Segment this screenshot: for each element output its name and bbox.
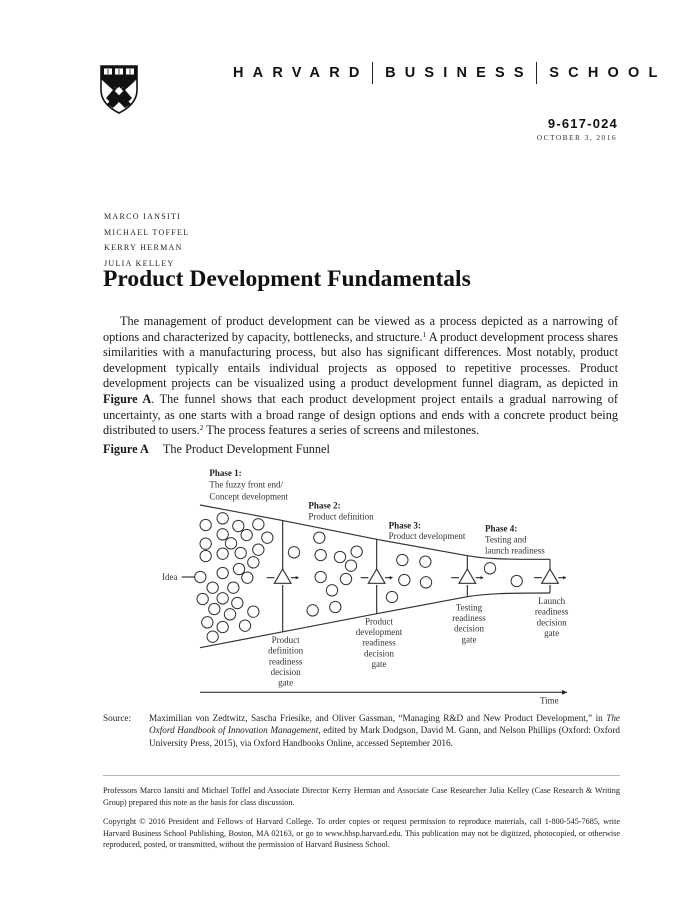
svg-text:Phase 2:: Phase 2: [308,500,341,511]
wordmark-divider [536,62,538,84]
svg-text:development: development [355,627,403,637]
gate-3-icon [451,569,483,583]
svg-text:Phase 4:: Phase 4: [485,523,518,534]
svg-text:Phase 3:: Phase 3: [388,520,421,531]
harvard-shield-logo [99,64,139,114]
svg-text:decision: decision [270,667,301,677]
svg-text:Product development: Product development [388,531,466,541]
gate-4-label [535,596,569,638]
author-name: MARCO IANSITI [104,212,182,221]
footnote-ref: 1 [422,329,427,339]
wordmark-divider [372,62,374,84]
svg-text:readiness: readiness [362,637,396,648]
svg-text:gate: gate [544,628,560,638]
citation-book-title: The Oxford Handbook of Innovation Management, [149,713,620,736]
footer-divider [103,775,620,776]
phase-4-label [485,524,545,556]
figure-title: The Product Development Funnel [162,442,330,456]
product-development-funnel-diagram [150,455,590,710]
svg-text:Concept development: Concept development [209,491,289,502]
figure-source [103,712,620,749]
authorship-note: Professors Marco Iansiti and Michael Toffel and Associate Director Kerry Herman and Associate Case Researcher Julia Kelley (Case Research & Writing Group) prepared this note as the basis for class discussion. [103,786,620,807]
citation-text: Maximilian von Zedtwitz, Sascha Friesike, and Oliver Gassman, “Managing R&D and New Product Development,” in [149,713,607,723]
svg-text:definition: definition [268,645,304,656]
figure-label: Figure A [103,442,149,456]
body-text-segment: . The funnel shows that each product development project entails a gradual narrowing of uncertainty, as one starts with a broad range of design options and ends with a concrete product being distributed to users. [103,391,618,438]
body-text-segment: The management of product development can be viewed as a process depicted as a narrowing of options and characterized by capacity, bottlenecks, and structure. [103,314,618,344]
time-label: Time [540,695,559,706]
gate-2-label [356,616,403,669]
gate-1-icon [267,569,299,583]
body-text-segment: A product development process shares similarities with a manufacturing process, but also has significant differences. Most notably, product development typically entails individual projects as opposed to repetitive processes. Product development projects can be visualized using a product development funnel diagram, as depicted in [103,329,618,391]
svg-text:Testing and: Testing and [485,534,527,545]
svg-text:The fuzzy front end/: The fuzzy front end/ [209,479,284,490]
harvard-shield-icon [99,64,139,114]
gate-1-label [268,635,303,688]
svg-text:Product: Product [271,635,300,645]
svg-text:Product definition: Product definition [308,511,374,522]
author-name: JULIA KELLEY [104,258,175,268]
gate-4-icon [534,569,566,583]
source-label: Source: [103,713,132,723]
author-list [104,209,189,271]
phase-2-label [308,500,374,521]
body-text-segment: The process features a series of screens and milestones. [203,423,480,438]
svg-text:decision: decision [536,617,567,628]
svg-text:gate: gate [371,659,387,669]
figure-reference: Figure A [103,391,152,406]
svg-text:Phase 1:: Phase 1: [209,468,242,478]
wordmark-school: SCHOOL [549,65,667,81]
copyright-notice: Copyright © 2016 President and Fellows of Harvard College. To order copies or request permission to reproduce materials, call 1-800-545-7685, write Harvard Business School Publishing, Boston, MA 02163, or go to www.hbsp.harvard.edu. This publication may not be digitized, photocopied, or otherwise reproduced, posted, or transmitted, without the permission of Harvard Business School. [103,817,620,850]
gate-2-icon [361,569,393,583]
svg-text:readiness: readiness [534,606,569,617]
svg-text:gate: gate [461,634,477,645]
funnel-svg [150,455,590,710]
document-title: Product Development Fundamentals [103,266,471,292]
document-date: OCTOBER 3, 2016 [536,133,617,142]
source-citation [149,712,620,749]
svg-text:Testing: Testing [455,602,483,613]
citation-text: edited by Mark Dodgson, David M. Gann, and Nelson Phillips (Oxford: Oxford University Press, 2015), via Oxford Handbooks Online, accessed September 2016. [149,725,620,748]
svg-text:launch readiness: launch readiness [485,545,545,556]
phase-3-label [389,520,466,541]
svg-text:Product: Product [365,616,393,627]
body-paragraph [103,314,618,439]
gate-3-label [452,602,486,644]
svg-text:gate: gate [278,677,294,688]
idea-label: Idea [162,572,178,582]
author-name: KERRY HERMAN [104,243,183,252]
wordmark-harvard: HARVARD [233,65,369,81]
phase-1-label [209,468,288,501]
svg-text:decision: decision [454,623,484,634]
svg-text:Launch: Launch [538,596,566,606]
hbs-wordmark [233,62,667,84]
svg-text:decision: decision [364,648,394,659]
wordmark-business: BUSINESS [385,65,533,81]
svg-text:readiness: readiness [268,656,303,667]
author-name: MICHAEL TOFFEL [104,227,190,237]
svg-text:readiness: readiness [452,613,486,623]
footnote-ref: 2 [199,423,204,433]
document-number: 9-617-024 [547,116,618,131]
